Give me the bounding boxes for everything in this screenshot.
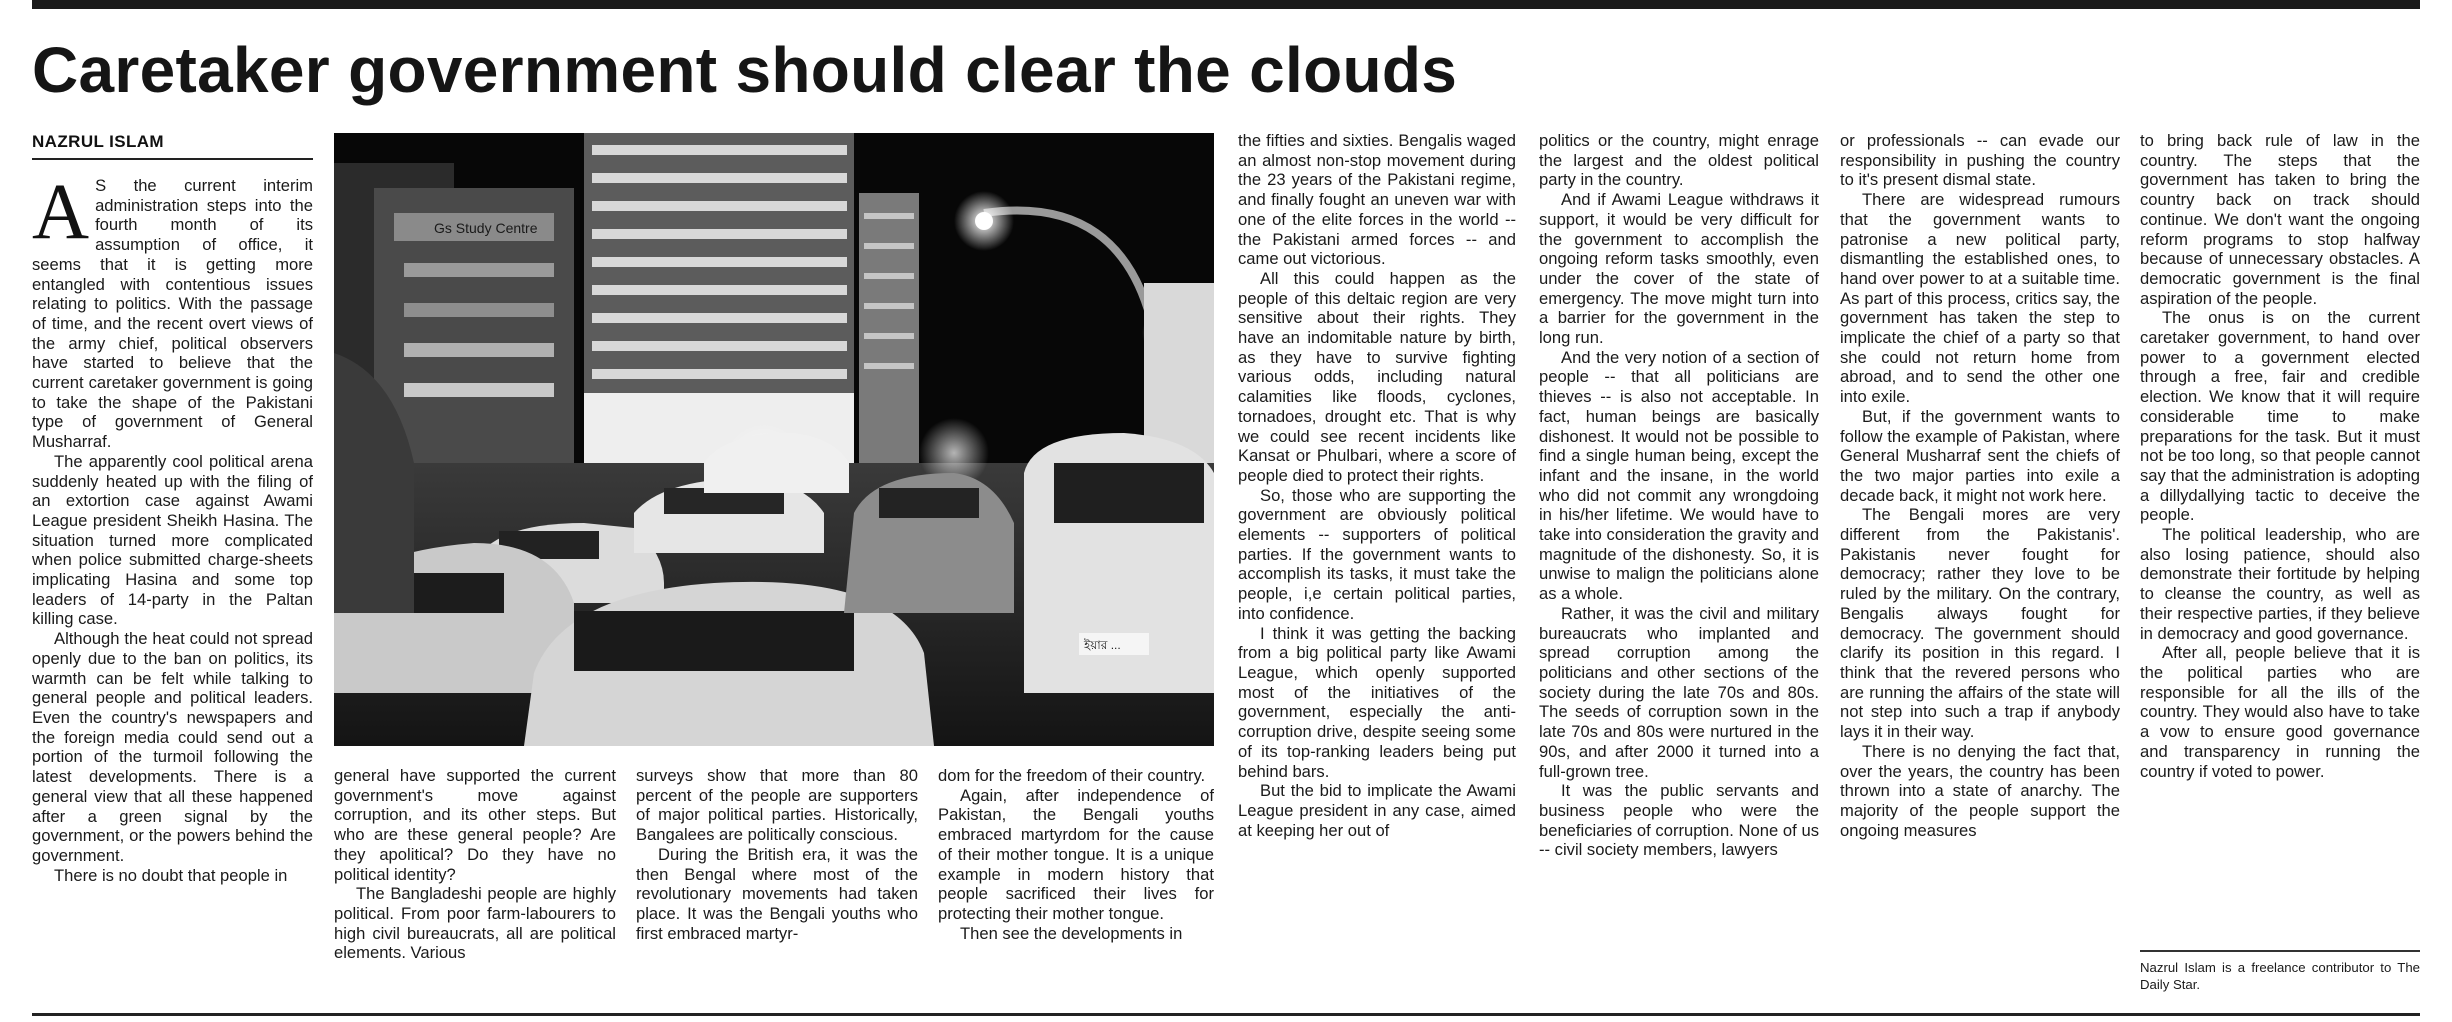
paragraph: During the British era, it was the then Bengal where most of the revolutionary movements had taken place. It was the Bengali youths who first embraced martyr- bbox=[636, 844, 918, 943]
paragraph: The onus is on the current caretaker government, to hand over power to a government elected through a free, fair and credible election. We know that it will require considerable time to make preparations for the task. But it must not be too long, so that people cannot say that the administration is adopting a dillydallying tactic to deceive the people. bbox=[2140, 308, 2420, 525]
paragraph: The apparently cool political arena suddenly heated up with the filing of an extortion case against Awami League president Sheikh Hasina. The situation turned more complicated when police submitted charge-sheets implicating Hasina and some top leaders of 14-party in the Paltan killing case. bbox=[32, 451, 313, 629]
paragraph: Again, after independence of Pakistan, the Bengali youths embraced martyrdom for the cause of their mother tongue. It is a unique example in modern history that people sacrificed their lives for protecting their mother tongue. bbox=[938, 785, 1214, 923]
paragraph: The political leadership, who are also losing patience, should also demonstrate their fortitude by helping to cleanse the country, as well as their respective parties, if they believe in democracy and good governance. bbox=[2140, 525, 2420, 643]
paragraph: I think it was getting the backing from a big political party like Awami League, which openly supported most of the initiatives of the government, especially the anti-corruption drive, despite seeing some of its top-ranking leaders being put behind bars. bbox=[1238, 623, 1516, 781]
paragraph: And if Awami League withdraws it support, it would be very difficult for the government to accomplish the ongoing reform tasks smoothly, even under the cover of the state of emergency. The move might turn into a barrier for the government in the long run. bbox=[1539, 190, 1819, 348]
paragraph: general have supported the current government's move against corruption, and its other steps. But who are these general people? Are they apolitical? Do they have no political identity? bbox=[334, 766, 616, 884]
paragraph: There are widespread rumours that the government wants to patronise a new political party, dismantling the established ones, to hand over power to at a suitable time. As part of this process, critics say, the government has taken the step to implicate the chief of a party so that she could not return home from abroad, and to send the other one into exile. bbox=[1840, 190, 2120, 407]
paragraph: It was the public servants and business people who were the beneficiaries of corruption. None of us -- civil society members, lawyers bbox=[1539, 781, 1819, 860]
number-plate: ইয়ার ... bbox=[1084, 638, 1121, 652]
paragraph: surveys show that more than 80 percent of the people are supporters of major political parties. Historically, Bangalees are politically conscious. bbox=[636, 766, 918, 845]
contributor-note: Nazrul Islam is a freelance contributor to The Daily Star. bbox=[2140, 960, 2420, 992]
lead-text: S the current interim administration steps into the fourth month of its assumption of office, it seems that it is getting more entangled with contentious issues relating to politics. With the passage of time, and the recent overt views of the army chief, political observers have started to believe that the current caretaker government is going to take the shape of the Pakistani type of government of General Musharraf. bbox=[32, 176, 313, 452]
headline: Caretaker government should clear the clouds bbox=[32, 34, 1458, 106]
paragraph: So, those who are supporting the government are obviously political elements -- supporters of political parties. If the government wants to accomplish its tasks, it must take the people, i,e certain political parties, into confidence. bbox=[1238, 485, 1516, 623]
shop-sign: Gs Study Centre bbox=[434, 220, 538, 236]
paragraph: Although the heat could not spread openly due to the ban on politics, its warmth can be felt while talking to general people and political leaders. Even the country's newspapers and the foreign media could send out a portion of the turmoil following the latest developments. There is a general view that all these happened after a green signal by the government, or the powers behind the government. bbox=[32, 629, 313, 865]
column-2 bbox=[334, 766, 616, 963]
footer-rule bbox=[32, 1013, 2420, 1016]
paragraph: There is no doubt that people in bbox=[54, 865, 288, 885]
top-rule bbox=[32, 0, 2420, 9]
paragraph: politics or the country, might enrage the largest and the oldest political party in the country. bbox=[1539, 131, 1819, 190]
column-6 bbox=[1539, 131, 1819, 860]
paragraph: Then see the developments in bbox=[960, 923, 1183, 943]
column-3 bbox=[636, 766, 918, 943]
paragraph: dom for the freedom of their country. bbox=[938, 766, 1206, 785]
paragraph: All this could happen as the people of this deltaic region are very sensitive about their rights. They have an indomitable nature by birth, as they have to survive fighting various odds, including natural calamities like floods, cyclones, tornadoes, drought etc. That is why we could see recent incidents like Kansat or Phulbari, where a score of people died to protect their rights. bbox=[1238, 268, 1516, 485]
contributor-rule bbox=[2140, 950, 2420, 952]
paragraph: or professionals -- can evade our responsibility in pushing the country to it's present dismal state. bbox=[1840, 131, 2120, 190]
paragraph: Rather, it was the civil and military bureaucrats who implanted and spread corruption among the politicians and other sections of the society during the late 70s and 80s. The seeds of corruption sown in the late 70s and 80s were nurtured in the 90s, and after 2000 it turned into a full-grown tree. bbox=[1539, 603, 1819, 781]
dropcap: A bbox=[32, 169, 90, 256]
paragraph: to bring back rule of law in the country. The steps that the government has taken to bring the country back on track should continue. We don't want the ongoing reform programs to stop halfway because of unnecessary obstacles. A democratic government is the final aspiration of the people. bbox=[2140, 131, 2420, 308]
street-photo bbox=[334, 133, 1214, 746]
paragraph: And the very notion of a section of people -- that all politicians are thieves -- is also not acceptable. In fact, human beings are basically dishonest. It would not be possible to find a single human being, except the infant and the insane, in the world who did not commit any wrongdoing in his/her lifetime. We would have to take into consideration the gravity and magnitude of the dishonesty. So, it is unwise to malign the politicians alone as a whole. bbox=[1539, 347, 1819, 604]
paragraph: There is no denying the fact that, over the years, the country has been thrown into a state of anarchy. The majority of the people support the ongoing measures bbox=[1840, 741, 2120, 840]
paragraph: The Bangladeshi people are highly political. From poor farm-labourers to high civil bureaucrats, all are political elements. Various bbox=[334, 884, 616, 963]
lead-paragraph bbox=[32, 169, 313, 452]
column-1 bbox=[32, 169, 313, 885]
column-5 bbox=[1238, 131, 1516, 840]
paragraph: The Bengali mores are very different from the Pakistanis'. Pakistanis never fought for democracy; rather they love to be ruled by the military. On the contrary, Bengalis always fought for democracy. The government should clarify its position in this regard. I think that the revered persons who are running the affairs of the state will not step into such a trap if anybody lays it in their way. bbox=[1840, 505, 2120, 742]
paragraph: But the bid to implicate the Awami League president in any case, aimed at keeping her out of bbox=[1238, 781, 1516, 840]
paragraph: After all, people believe that it is the political parties who are responsible for all the ills of the country. They would also have to take a vow to ensure good governance and transparency in running the country if voted to power. bbox=[2140, 643, 2420, 781]
paragraph: the fifties and sixties. Bengalis waged an almost non-stop movement during the 23 years of the Pakistani regime, and finally fought an uneven war with one of the elite forces in the world -- the Pakistani armed forces -- and came out victorious. bbox=[1238, 131, 1516, 269]
byline: NAZRUL ISLAM bbox=[32, 131, 313, 160]
column-7 bbox=[1840, 131, 2120, 840]
paragraph: But, if the government wants to follow the example of Pakistan, where General Musharraf sent the chiefs of the two major parties into exile a decade back, it might not work here. bbox=[1840, 406, 2120, 505]
column-4 bbox=[938, 766, 1214, 943]
column-8 bbox=[2140, 131, 2420, 781]
city-street-night-photo-icon bbox=[334, 133, 1214, 746]
